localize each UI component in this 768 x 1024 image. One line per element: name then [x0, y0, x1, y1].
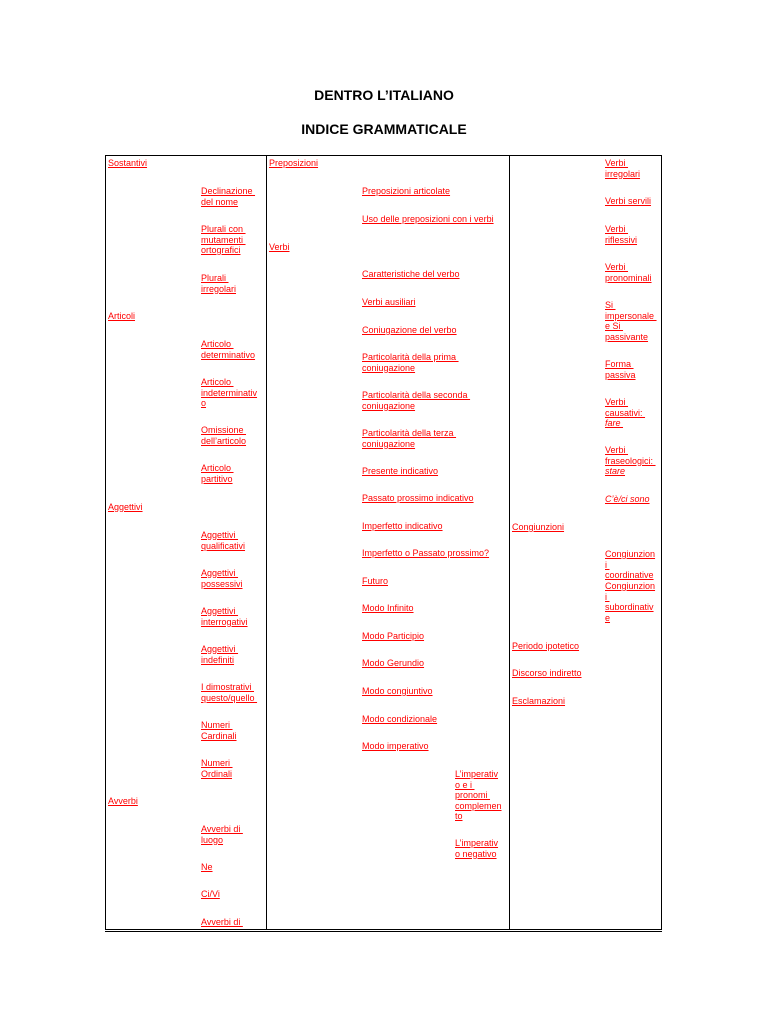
link-congiunzioni[interactable]: Congiunzioni [512, 522, 565, 532]
link-verbi-irregolari[interactable]: Verbi irregolari [605, 158, 641, 179]
link-aggettivi-interrogativi[interactable]: Aggettivi interrogativi [201, 606, 248, 627]
column-divider-2 [509, 155, 510, 930]
link-declinazione-del-nome[interactable]: Declinazione del nome [201, 186, 253, 207]
link-periodo-ipotetico[interactable]: Periodo ipotetico [512, 641, 580, 651]
link-presente-indicativo[interactable]: Presente indicativo [362, 466, 439, 476]
link-modo-congiuntivo[interactable]: Modo congiuntivo [362, 686, 433, 696]
link-aggettivi-possessivi[interactable]: Aggettivi possessivi [201, 568, 243, 589]
link-esclamazioni[interactable]: Esclamazioni [512, 696, 566, 706]
link-si-impersonale-passivante[interactable]: Si impersonale e Si passivante [605, 300, 655, 342]
link-omissione-articolo[interactable]: Omissione dell’articolo [201, 425, 247, 446]
link-modo-participio[interactable]: Modo Participio [362, 631, 425, 641]
table-double-border [105, 931, 662, 932]
link-forma-passiva[interactable]: Forma passiva [605, 359, 636, 380]
link-modo-infinito[interactable]: Modo Infinito [362, 603, 414, 613]
link-aggettivi-qualificativi[interactable]: Aggettivi qualificativi [201, 530, 246, 551]
link-preposizioni[interactable]: Preposizioni [269, 158, 319, 168]
link-imperativo-pronomi[interactable]: L’imperativ o e i pronomi complemen to [455, 769, 502, 821]
link-preposizioni-articolate[interactable]: Preposizioni articolate [362, 186, 451, 196]
link-avverbi-di-luogo[interactable]: Avverbi di luogo [201, 824, 241, 845]
link-verbi-fraseologici[interactable]: Verbi fraseologici: [605, 445, 654, 466]
link-caratteristiche-verbo[interactable]: Caratteristiche del verbo [362, 269, 460, 279]
link-congiunzioni-subordinative[interactable]: Congiunzion i subordinativ e [605, 581, 656, 623]
link-ne[interactable]: Ne [201, 862, 213, 872]
link-sostantivi[interactable]: Sostantivi [108, 158, 148, 168]
link-prima-coniugazione[interactable]: Particolarità della prima coniugazione [362, 352, 457, 373]
link-dimostrativi[interactable]: I dimostrativi questo/quello [201, 682, 255, 703]
link-avverbi[interactable]: Avverbi [108, 796, 138, 806]
link-verbi-causativi[interactable]: Verbi causativi: [605, 397, 643, 418]
link-articolo-indeterminativo[interactable]: Articolo indeterminativ o [201, 377, 258, 408]
link-verbi[interactable]: Verbi [269, 242, 290, 252]
link-verbi-ausiliari[interactable]: Verbi ausiliari [362, 297, 416, 307]
link-plurali-irregolari[interactable]: Plurali irregolari [201, 273, 237, 294]
link-passato-prossimo[interactable]: Passato prossimo indicativo [362, 493, 474, 503]
link-articoli[interactable]: Articoli [108, 311, 136, 321]
link-discorso-indiretto[interactable]: Discorso indiretto [512, 668, 582, 678]
link-modo-imperativo[interactable]: Modo imperativo [362, 741, 429, 751]
link-c-e-ci-sono[interactable]: C’è/ci sono [605, 494, 650, 504]
link-fare[interactable]: fare [605, 418, 624, 428]
link-numeri-ordinali[interactable]: Numeri Ordinali [201, 758, 233, 779]
document-title: DENTRO L’ITALIANO [314, 87, 454, 103]
link-verbi-riflessivi[interactable]: Verbi riflessivi [605, 224, 638, 245]
link-verbi-pronominali[interactable]: Verbi pronominali [605, 262, 652, 283]
link-futuro[interactable]: Futuro [362, 576, 389, 586]
link-imperfetto-o-passato[interactable]: Imperfetto o Passato prossimo? [362, 548, 490, 558]
link-articolo-determinativo[interactable]: Articolo determinativo [201, 339, 256, 360]
link-aggettivi[interactable]: Aggettivi [108, 502, 143, 512]
link-uso-preposizioni-verbi[interactable]: Uso delle preposizioni con i verbi [362, 214, 494, 224]
link-verbi-servili[interactable]: Verbi servili [605, 196, 652, 206]
link-seconda-coniugazione[interactable]: Particolarità della seconda coniugazione [362, 390, 468, 411]
link-ci-vi[interactable]: Ci/Vi [201, 889, 220, 899]
link-plurali-mutamenti-ortografici[interactable]: Plurali con mutamenti ortografici [201, 224, 244, 255]
link-congiunzioni-coordinative[interactable]: Congiunzion i coordinative [605, 549, 656, 580]
link-stare[interactable]: stare [605, 466, 626, 476]
link-imperativo-negativo[interactable]: L’imperativ o negativo [455, 838, 499, 859]
column-divider-1 [266, 155, 267, 930]
link-modo-condizionale[interactable]: Modo condizionale [362, 714, 438, 724]
document-subtitle: INDICE GRAMMATICALE [301, 121, 467, 137]
link-aggettivi-indefiniti[interactable]: Aggettivi indefiniti [201, 644, 236, 665]
link-numeri-cardinali[interactable]: Numeri Cardinali [201, 720, 237, 741]
link-imperfetto-indicativo[interactable]: Imperfetto indicativo [362, 521, 443, 531]
link-terza-coniugazione[interactable]: Particolarità della terza coniugazione [362, 428, 454, 449]
link-modo-gerundio[interactable]: Modo Gerundio [362, 658, 425, 668]
link-articolo-partitivo[interactable]: Articolo partitivo [201, 463, 233, 484]
link-avverbi-di[interactable]: Avverbi di [201, 917, 243, 927]
link-coniugazione-verbo[interactable]: Coniugazione del verbo [362, 325, 457, 335]
